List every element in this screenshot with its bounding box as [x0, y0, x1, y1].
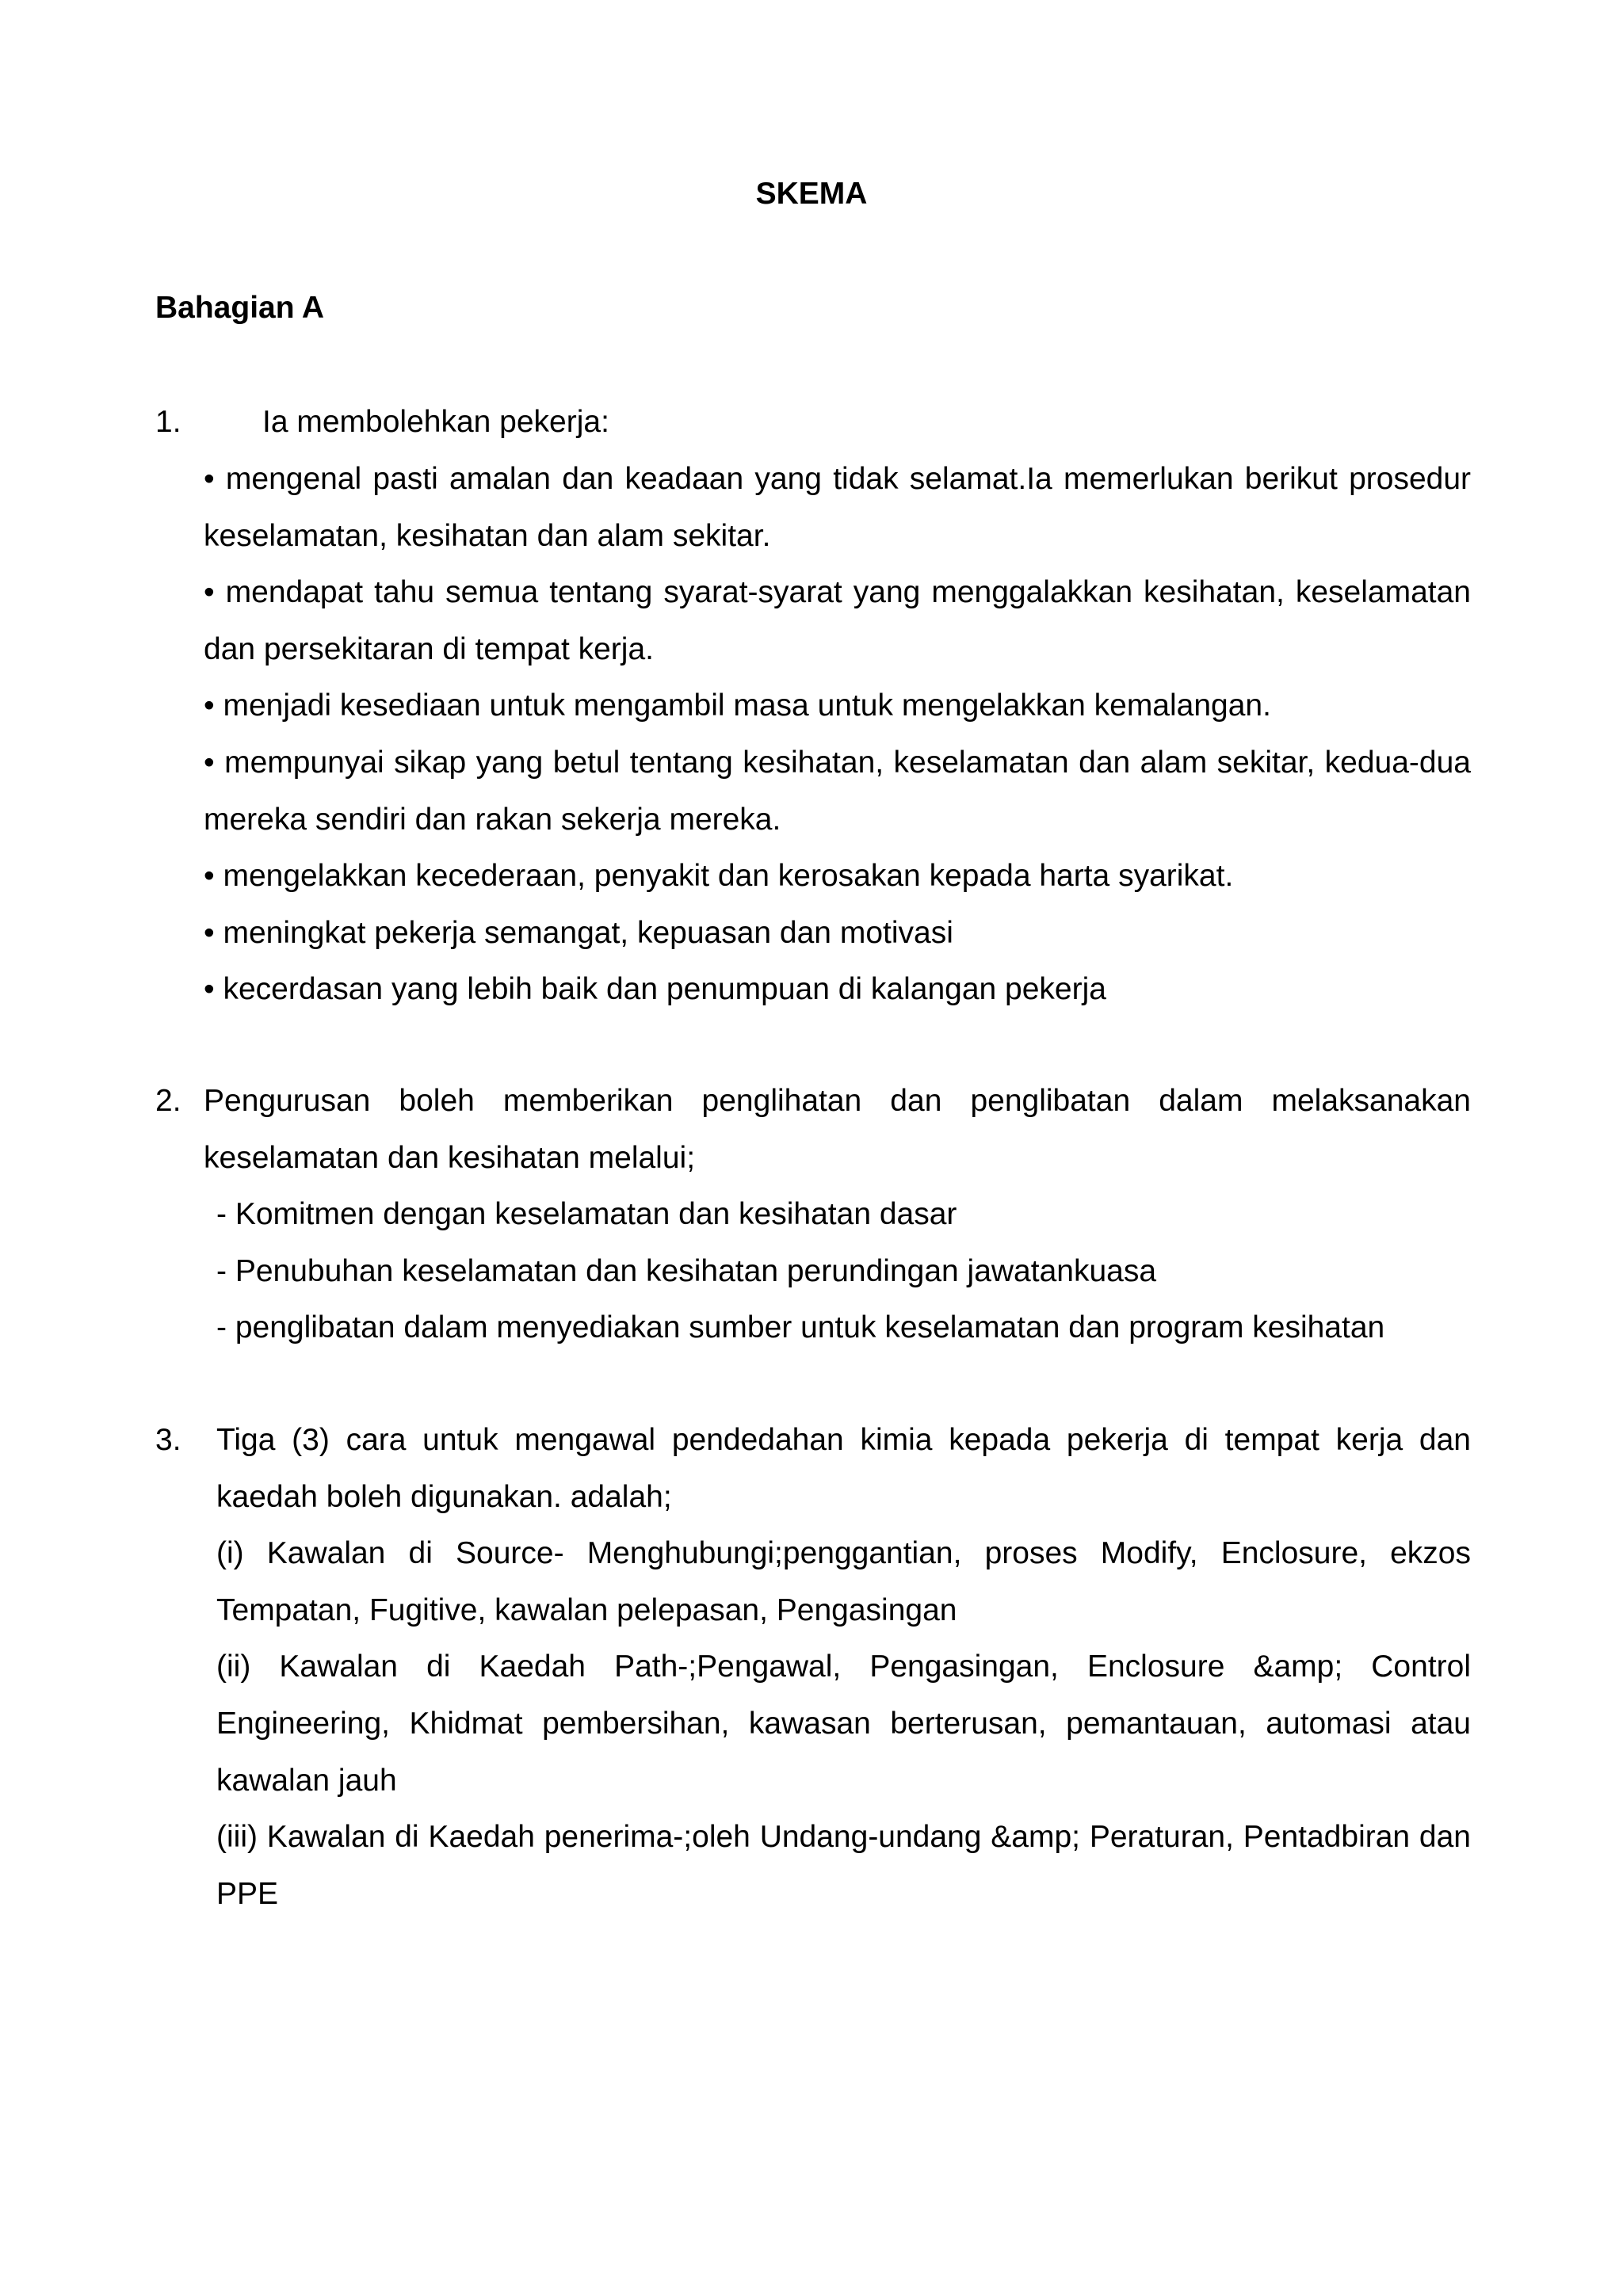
- list-item: • menjadi kesediaan untuk mengambil masa untuk mengelakkan kemalangan.: [204, 688, 1271, 723]
- list-item: • mendapat tahu semua tentang syarat-syarat yang menggalakkan kesihatan, keselamatan dan persekitaran di tempat kerja.: [204, 575, 1471, 666]
- list-item: - Komitmen dengan keselamatan dan kesihatan dasar: [216, 1197, 957, 1231]
- list-item: - Penubuhan keselamatan dan kesihatan perundingan jawatankuasa: [216, 1253, 1157, 1288]
- list-item: (i) Kawalan di Source- Menghubungi;penggantian, proses Modify, Enclosure, ekzos Tempatan, Fugitive, kawalan pelepasan, Pengasingan: [216, 1536, 1471, 1627]
- page-title: SKEMA: [755, 177, 868, 211]
- list-item: - penglibatan dalam menyediakan sumber untuk keselamatan dan program kesihatan: [216, 1310, 1385, 1345]
- question-2-number: 2.: [155, 1084, 181, 1118]
- list-item: • kecerdasan yang lebih baik dan penumpuan di kalangan pekerja: [204, 972, 1106, 1007]
- question-3-body: [216, 1412, 1471, 1922]
- list-item: • mengenal pasti amalan dan keadaan yang tidak selamat.Ia memerlukan berikut prosedur keselamatan, kesihatan dan alam sekitar.: [204, 462, 1471, 553]
- list-item: • meningkat pekerja semangat, kepuasan dan motivasi: [204, 915, 953, 950]
- question-1-number: 1.: [155, 405, 181, 439]
- list-item: (iii) Kawalan di Kaedah penerima-;oleh Undang-undang &amp; Peraturan, Pentadbiran dan PPE: [216, 1820, 1471, 1911]
- list-item: (ii) Kawalan di Kaedah Path-;Pengawal, Pengasingan, Enclosure &amp; Control Engineering, Khidmat pembersihan, kawasan berterusan, pemantauan, automasi atau kawalan jauh: [216, 1650, 1471, 1798]
- question-3-number: 3.: [155, 1423, 181, 1457]
- section-heading: Bahagian A: [155, 291, 325, 325]
- list-item: • mempunyai sikap yang betul tentang kesihatan, keselamatan dan alam sekitar, kedua-dua mereka sendiri dan rakan sekerja mereka.: [204, 745, 1471, 837]
- question-1-lead: Ia membolehkan pekerja:: [262, 405, 609, 439]
- question-3-text: Tiga (3) cara untuk mengawal pendedahan kimia kepada pekerja di tempat kerja dan kaedah boleh digunakan. adalah;: [216, 1423, 1471, 1514]
- question-2-text: Pengurusan boleh memberikan penglihatan dan penglibatan dalam melaksanakan keselamatan dan kesihatan melalui;: [204, 1084, 1471, 1175]
- list-item: • mengelakkan kecederaan, penyakit dan kerosakan kepada harta syarikat.: [204, 859, 1234, 894]
- question-1-bullets: [204, 451, 1471, 1018]
- question-2-items: [216, 1186, 1471, 1356]
